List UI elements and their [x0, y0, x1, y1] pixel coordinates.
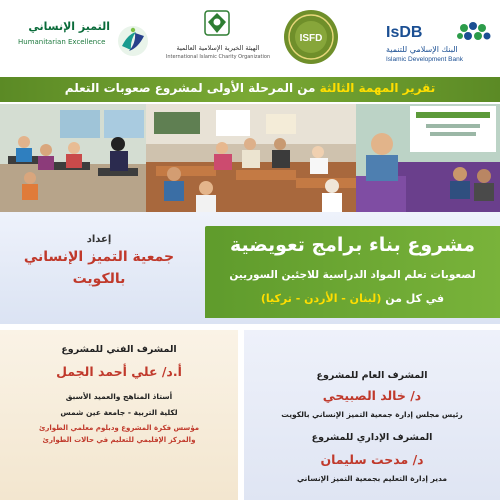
classroom-illustration-1	[0, 104, 146, 212]
report-title-prefix: تقرير المهمة الثالثة	[319, 81, 436, 95]
isfd-seal-icon	[282, 8, 340, 66]
countries-list: (لبنان - الأردن - تركيا)	[260, 292, 382, 305]
general-supervisor-name: د/ خالد الصبيحي	[322, 388, 422, 403]
humanitarian-hands-icon	[116, 24, 150, 58]
report-title-rest: من المرحلة الأولى لمشروع صعوبات التعلم	[64, 81, 316, 95]
logo-bar	[0, 0, 500, 72]
iico-logo	[158, 6, 278, 66]
preparation-org-line1: جمعية التميز الإنساني	[23, 249, 175, 265]
countries-prefix: في كل من	[385, 292, 445, 305]
technical-supervisor-desc-2: لكلية التربية - جامعة عين شمس	[60, 408, 178, 417]
admin-supervisor-label: المشرف الإداري للمشروع	[311, 432, 433, 443]
project-subtitle: لصعوبات تعلم المواد الدراسية للاجئين السوريين	[229, 269, 476, 281]
supervisors-section	[0, 330, 500, 500]
preparation-org-line2: بالكويت	[72, 271, 126, 287]
isfd-seal-label: ISFD	[299, 33, 323, 44]
classroom-photo-1	[0, 104, 146, 212]
isdb-name-en: Islamic Development Bank	[386, 56, 463, 63]
general-supervisor-label: المشرف العام للمشروع	[316, 370, 428, 381]
technical-supervisor-label: المشرف الفني للمشروع	[61, 344, 177, 355]
technical-supervisor-desc-4: والمركز الإقليمي للتعليم في حالات الطوارئ	[42, 436, 196, 444]
technical-supervisor-desc-1: أستاذ المناهج والعميد الأسبق	[65, 392, 173, 401]
classroom-photo-2	[146, 104, 356, 212]
report-title-bar	[0, 77, 500, 102]
isdb-logo	[382, 6, 494, 66]
humanitarian-name-ar: التميز الإنساني	[28, 20, 110, 33]
technical-supervisor-panel	[0, 330, 238, 500]
isdb-brand: IsDB	[386, 24, 423, 41]
iico-emblem-icon	[202, 8, 232, 38]
preparation-block	[14, 234, 184, 289]
report-title	[0, 81, 500, 95]
admin-supervisor-name: د/ مدحت سليمان	[320, 452, 424, 467]
classroom-illustration-3	[356, 104, 500, 212]
iico-name-en: International Islamic Charity Organization	[165, 54, 271, 60]
project-title: مشروع بناء برامج تعويضية	[229, 234, 476, 256]
preparation-label: إعداد	[86, 234, 112, 245]
project-title-box	[205, 226, 500, 318]
humanitarian-excellence-logo	[18, 6, 150, 66]
general-supervisor-desc: رئيس مجلس إدارة جمعية التميز الإنساني بالكويت	[281, 410, 463, 419]
project-countries	[205, 292, 500, 305]
isdb-globe-icon	[452, 18, 494, 48]
isfd-logo	[281, 6, 341, 66]
classroom-illustration-2	[146, 104, 356, 212]
iico-name-ar: الهيئة الخيرية الإسلامية العالمية	[176, 44, 260, 52]
humanitarian-name-en: Humanitarian Excellence	[18, 38, 106, 46]
classroom-photo-3	[356, 104, 500, 212]
admin-supervisor-desc: مدير إدارة التعليم بجمعية التميز الإنساني	[296, 474, 448, 483]
isdb-name-ar: البنك الإسلامي للتنمية	[386, 45, 458, 54]
general-supervisors-panel	[244, 330, 500, 500]
technical-supervisor-desc-3: مؤسس فكرة المشروع ودبلوم معلمي الطوارئ	[38, 424, 200, 432]
technical-supervisor-name: أ.د/ علي أحمد الجمل	[56, 364, 182, 379]
